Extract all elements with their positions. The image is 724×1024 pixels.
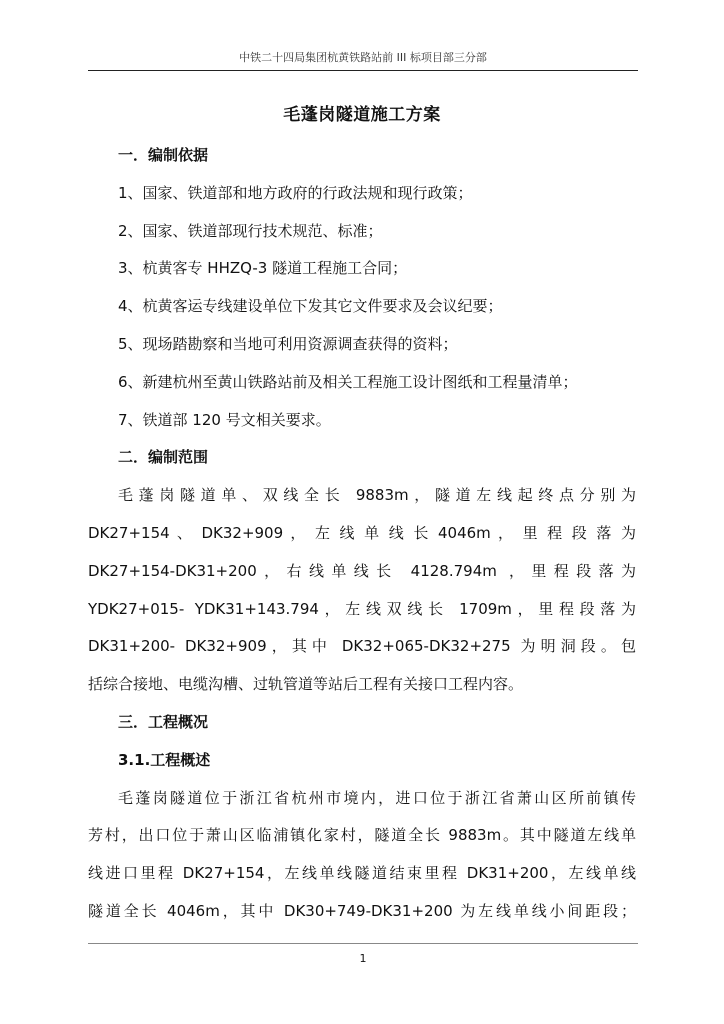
basis-item-6: 6、新建杭州至黄山铁路站前及相关工程施工设计图纸和工程量清单； bbox=[118, 372, 578, 391]
basis-item-2: 2、国家、铁道部现行技术规范、标准； bbox=[118, 221, 383, 240]
page-footer bbox=[88, 943, 638, 965]
basis-item-5: 5、现场踏勘察和当地可利用资源调查获得的资料； bbox=[118, 334, 458, 353]
document-body bbox=[88, 137, 636, 931]
scope-line-5: DK31+200- DK32+909，其中 DK32+065-DK32+275 为明洞段。包 bbox=[88, 637, 636, 656]
basis-item-3: 3、杭黄客专 HHZQ-3 隧道工程施工合同； bbox=[118, 259, 408, 278]
page-header: 中铁二十四局集团杭黄铁路站前 III 标项目部三分部 bbox=[88, 48, 638, 71]
scope-line-4: YDK27+015- YDK31+143.794，左线双线长 1709m，里程段落为 bbox=[88, 599, 636, 618]
scope-line-6: 括综合接地、电缆沟槽、过轨管道等站后工程有关接口工程内容。 bbox=[88, 675, 524, 694]
section-3-1-subheading: 3.1.工程概述 bbox=[118, 750, 211, 769]
page-number: 1 bbox=[359, 952, 367, 965]
basis-item-7: 7、铁道部 120 号文相关要求。 bbox=[118, 410, 331, 429]
basis-item-4: 4、杭黄客运专线建设单位下发其它文件要求及会议纪要； bbox=[118, 297, 503, 316]
section-1-heading: 一．编制依据 bbox=[118, 146, 209, 164]
overview-line-1: 毛蓬岗隧道位于浙江省杭州市境内，进口位于浙江省萧山区所前镇传 bbox=[118, 788, 636, 807]
overview-line-2: 芳村，出口位于萧山区临浦镇化家村，隧道全长 9883m。其中隧道左线单 bbox=[88, 826, 636, 845]
scope-line-1: 毛蓬岗隧道单、双线全长 9883m，隧道左线起终点分别为 bbox=[118, 486, 636, 505]
basis-item-1: 1、国家、铁道部和地方政府的行政法规和现行政策； bbox=[118, 183, 473, 202]
document-title: 毛蓬岗隧道施工方案 bbox=[283, 105, 441, 125]
scope-line-3: DK27+154-DK31+200，右线单线长 4128.794m ，里程段落为 bbox=[88, 561, 636, 580]
overview-line-4: 隧道全长 4046m，其中 DK30+749-DK31+200 为左线单线小间距段； bbox=[88, 901, 636, 920]
section-3-heading: 三．工程概况 bbox=[118, 712, 209, 731]
section-2-heading: 二．编制范围 bbox=[118, 448, 209, 467]
scope-line-2: DK27+154 、 DK32+909 ， 左 线 单 线 长 4046m ， 里 程 段 落 为 bbox=[88, 523, 636, 542]
overview-line-3: 线进口里程 DK27+154，左线单线隧道结束里程 DK31+200，左线单线 bbox=[88, 864, 636, 883]
